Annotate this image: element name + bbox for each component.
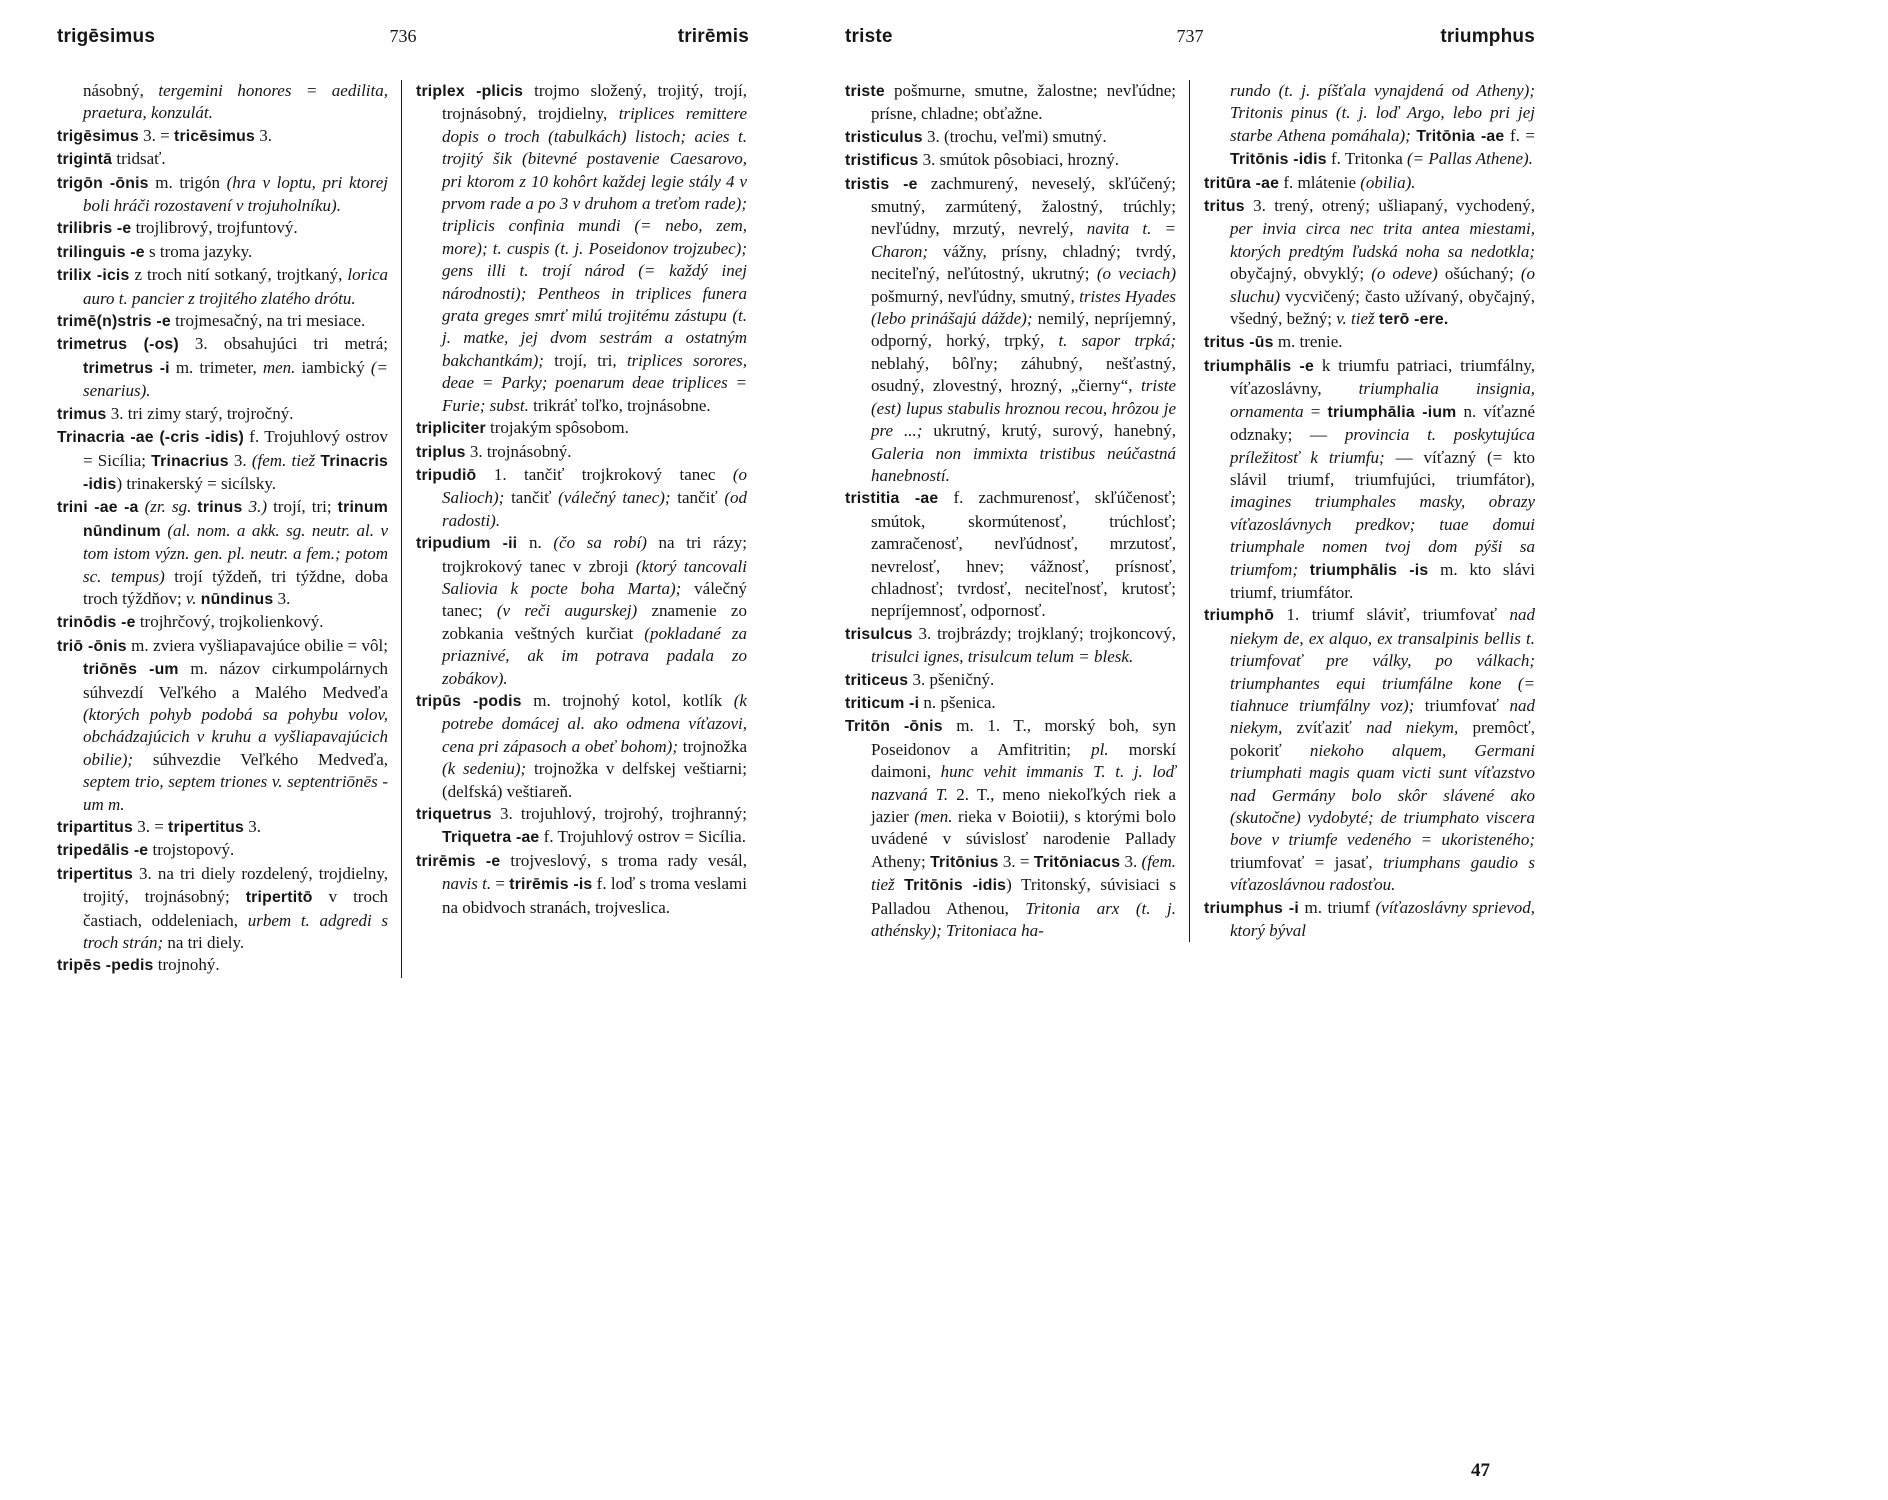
signature-number: 47 bbox=[1471, 1460, 1490, 1481]
column-left bbox=[845, 80, 1176, 942]
dictionary-entry: tristitia -ae f. zachmurenosť, skľúčenosť; smútok, skormútenosť, trúchlosť; zamračenosť, nevľúdnosť, mrzutosť, nevrelosť, hnev; vážnosť, prísnosť, chladnosť; tvrdosť, neciteľnosť, krutosť; nepríjemnosť, odpornosť. bbox=[845, 488, 1176, 621]
dictionary-entry: trinōdis -e trojhrčový, trojkolienkový. bbox=[57, 612, 324, 632]
dictionary-entry: triō -ōnis m. zviera vyšliapavajúce obilie = vôl; triōnēs -um m. názov cirkumpolárnych súhvezdí Veľkého a Malého Medveďa (ktorých pohyb podobá sa pohybu volov, obchádzajúcich v kruhu a vyšliapavajúcich obilie); súhvezdie Veľkého Medveďa, septem trio, septem triones v. septentriōnēs -um m. bbox=[57, 635, 388, 814]
dictionary-entry: tripudiō 1. tančiť trojkrokový tanec (o Salioch); tančiť (válečný tanec); tančiť (od radosti). bbox=[416, 464, 747, 530]
dictionary-entry: tristiculus 3. (trochu, veľmi) smutný. bbox=[845, 126, 1107, 146]
dictionary-entry: tripliciter trojakým spôsobom. bbox=[416, 418, 629, 438]
dictionary-entry: tripūs -podis m. trojnohý kotol, kotlík (k potrebe domácej al. ako odmena víťazovi, cena pri zápasoch a obeť bohom); trojnožka (k sedeniu); trojnožka v delfskej veštiarni; (delfská) veštiareň. bbox=[416, 690, 747, 801]
dictionary-entry: tristis -e zachmurený, neveselý, skľúčený; smutný, zarmútený, žalostný, trúchly; nevľúdny, mrzutý, nevrelý, navita t. = Charon; vážny, prísny, chladný; tvrdý, neciteľný, neľútostný, ukrutný; (o veciach) pošmurný, nevľúdny, smutný, tristes Hyades (lebo prinášajú dážde); nemilý, nepríjemný, odporný, horký, trpký, t. sapor trpká; neblahý, bôľny; záhubný, nešťastný, osudný, zlovestný, hrozný, „čierny“, triste (est) lupus stabulis hroznou recou, hrôzou je pre ...; ukrutný, krutý, surový, hanebný, Galeria non immixta tristibus neúčastná hanebností. bbox=[845, 173, 1177, 485]
dictionary-entry: tripertitus 3. na tri diely rozdelený, trojdielny, trojitý, trojnásobný; tripertitō v troch častiach, oddeleniach, urbem t. adgredi s troch strán; na tri diely. bbox=[57, 863, 389, 953]
dictionary-entry: triplus 3. trojnásobný. bbox=[416, 441, 572, 461]
dictionary-entry: trimus 3. tri zimy starý, trojročný. bbox=[57, 403, 294, 423]
dictionary-entry: Tritōn -ōnis m. 1. T., morský boh, syn Poseidonov a Amfitritin; pl. morskí daimoni, hunc vehit immanis T. t. j. loď nazvaná T. 2. T., meno niekoľkých riek a jazier (men. rieka v Boiotii), s ktorými bolo uvádené v súvislosť narodenie Pallady Atheny; Tritōnius 3. = Tritōniacus 3. (fem. tiež Tritōnis -idis) Tritonský, súvisiaci s Palladou Athenou, Tritonia arx (t. j. athénsky); Tritoniaca ha- bbox=[845, 716, 1177, 941]
page-number: 737 bbox=[1176, 26, 1204, 46]
dictionary-entry: tristificus 3. smútok pôsobiaci, hrozný. bbox=[845, 150, 1119, 170]
dictionary-entry: trigintā tridsať. bbox=[57, 149, 166, 169]
dictionary-entry: triumphō 1. triumf sláviť, triumfovať nad niekym de, ex alquo, ex transalpinis bellis t. triumfovať pre války, po válkach; triumphantes equi triumfálne kone (= tiahnuce triumfálny voz); triumfovať nad niekym, zvíťaziť nad niekym, premôcť, pokoriť niekoho alquem, Germani triumphati magis quam victi sunt víťazstvo nad Germány bolo skôr slávené ako (skutočne) vydobyté; de triumphato viscera bove v triumfe vedeného = ukoristeného; triumfovať = jasať, triumphans gaudio s víťazoslávnou radosťou. bbox=[1204, 605, 1535, 895]
column-right bbox=[401, 80, 747, 978]
dictionary-entry: trigēsimus 3. = tricēsimus 3. bbox=[57, 125, 273, 145]
dictionary-entry: triumphus -i m. triumf (víťazoslávny sprievod, ktorý býval bbox=[1204, 897, 1535, 941]
dictionary-entry: triumphālis -e k triumfu patriaci, triumfálny, víťazoslávny, triumphalia insignia, ornamenta = triumphālia -ium n. víťazné odznaky; — provincia t. poskytujúca príležitosť k triumfu; — víťazný (= kto slávil triumf, triumfujúci, triumfátor), imagines triumphales masky, obrazy víťazoslávnych predkov; tuae domui triumphale nomen tvoj dom pýši sa triumfom; triumphālis -is m. kto slávi triumf, triumfátor. bbox=[1204, 355, 1536, 602]
page-number: 736 bbox=[389, 26, 417, 46]
dictionary-entry: trilix -icis z troch nití sotkaný, trojtkaný, lorica auro t. pancier z trojitého zlatého drótu. bbox=[57, 265, 389, 308]
dictionary-entry: triticum -i n. pšenica. bbox=[845, 692, 996, 712]
page-736 bbox=[57, 26, 749, 978]
dictionary-entry: násobný, tergemini honores = aedilita, praetura, konzulát. bbox=[83, 81, 388, 123]
dictionary-entry: tritūra -ae f. mlátenie (obilia). bbox=[1204, 172, 1416, 192]
dictionary-entry: trilinguis -e s troma jazyky. bbox=[57, 241, 253, 261]
guide-word-left: triste bbox=[845, 26, 893, 47]
dictionary-entry: tripēs -pedis trojnohý. bbox=[57, 955, 220, 975]
text-columns bbox=[845, 80, 1535, 942]
dictionary-entry: triste pošmurne, smutne, žalostne; nevľúdne; prísne, chladne; obťažne. bbox=[845, 81, 1176, 124]
guide-word-right: trirēmis bbox=[677, 26, 749, 47]
dictionary-entry: trirēmis -e trojveslový, s troma rady vesál, navis t. = trirēmis -is f. loď s troma veslami na obidvoch stranách, trojveslica. bbox=[416, 850, 747, 917]
guide-word-left: trigēsimus bbox=[57, 26, 156, 47]
dictionary-entry: trimetrus (-os) 3. obsahujúci tri metrá; trimetrus -i m. trimeter, men. iambický (= senarius). bbox=[57, 334, 388, 401]
column-left bbox=[57, 80, 388, 978]
dictionary-entry: triplex -plicis trojmo složený, trojitý, trojí, trojnásobný, trojdielny, triplices remittere dopis o troch (tabulkách) listoch; acies t. trojitý šik (bitevné postavenie Caesarovo, pri ktorom z 10 kohôrt každej legie stály 4 v prvom rade a po 3 v druhom a treťom rade); triplicis confinia mundi (= nebo, zem, more); t. cuspis (t. j. Poseidonov trojzubec); gens illi t. trojí národ (= každý inej národnosti); Pentheos in triplices funera grata greges smrť milú trojitému zástupu (t. j. matke, jej dvom sestrám a ostatným bakchantkám); trojí, tri, triplices sorores, deae = Parky; poenarum deae triplices = Furie; subst. trikráť toľko, trojnásobne. bbox=[416, 81, 747, 415]
page-737 bbox=[845, 26, 1536, 1481]
dictionary-entry: trilibris -e trojlibrový, trojfuntový. bbox=[57, 218, 298, 238]
dictionary-entry: trigōn -ōnis m. trigón (hra v loptu, pri ktorej boli hráči rozostavení v trojuholníku). bbox=[57, 172, 388, 216]
page-header-737 bbox=[845, 26, 1535, 52]
page-header-736 bbox=[57, 26, 749, 52]
guide-word-right: triumphus bbox=[1440, 26, 1535, 47]
dictionary-entry: tritus -ūs m. trenie. bbox=[1204, 332, 1343, 352]
dictionary-entry: rundo (t. j. píšťala vynajdená od Atheny); Tritonis pinus (t. j. loď Argo, lebo pri jej starbe Athena pomáhala); Tritōnia -ae f. = Tritōnis -idis f. Tritonka (= Pallas Athene). bbox=[1230, 81, 1536, 169]
dictionary-entry: tripartitus 3. = tripertitus 3. bbox=[57, 817, 261, 836]
dictionary-entry: triquetrus 3. trojuhlový, trojrohý, trojhranný; Triquetra -ae f. Trojuhlový ostrov = Sicília. bbox=[416, 804, 747, 847]
dictionary-entry: Trinacria -ae (-cris -idis) f. Trojuhlový ostrov = Sicília; Trinacrius 3. (fem. tiež Trinacris -idis) trinakerský = sicílsky. bbox=[57, 427, 389, 493]
dictionary-entry: tripudium -ii n. (čo sa robí) na tri rázy; trojkrokový tanec v zbroji (ktorý tancovali Saliovia k pocte boha Marta); válečný tanec; (v reči augurskej) znamenie zo zobkania veštných kurčiat (pokladané za priaznivé, ak im potrava padala zo zobákov). bbox=[416, 533, 748, 688]
dictionary-entry: trimē(n)stris -e trojmesačný, na tri mesiace. bbox=[57, 311, 366, 331]
dictionary-entry: tritus 3. trený, otrený; ušliapaný, vychodený, per invia circa nec trita antea miestami, ktorých predtým ľudská noha sa nedotkla; obyčajný, obvyklý; (o odeve) ošúchaný; (o sluchu) vycvičený; často užívaný, obyčajný, všedný, bežný; v. tiež terō -ere. bbox=[1204, 196, 1535, 329]
dictionary-entry: trisulcus 3. trojbrázdy; trojklaný; trojkoncový, trisulci ignes, trisulcum telum = blesk. bbox=[845, 623, 1176, 667]
dictionary-entry: trini -ae -a (zr. sg. trinus 3.) trojí, tri; trinum nūndinum (al. nom. a akk. sg. neutr. al. v tom istom význ. gen. pl. neutr. a fem.; potom sc. tempus) trojí týždeň, tri týždne, doba troch týždňov; v. nūndinus 3. bbox=[57, 497, 389, 608]
text-columns bbox=[57, 80, 749, 978]
dictionary-entry: triticeus 3. pšeničný. bbox=[845, 669, 995, 689]
column-right bbox=[1189, 80, 1535, 942]
dictionary-entry: tripedālis -e trojstopový. bbox=[57, 840, 235, 860]
